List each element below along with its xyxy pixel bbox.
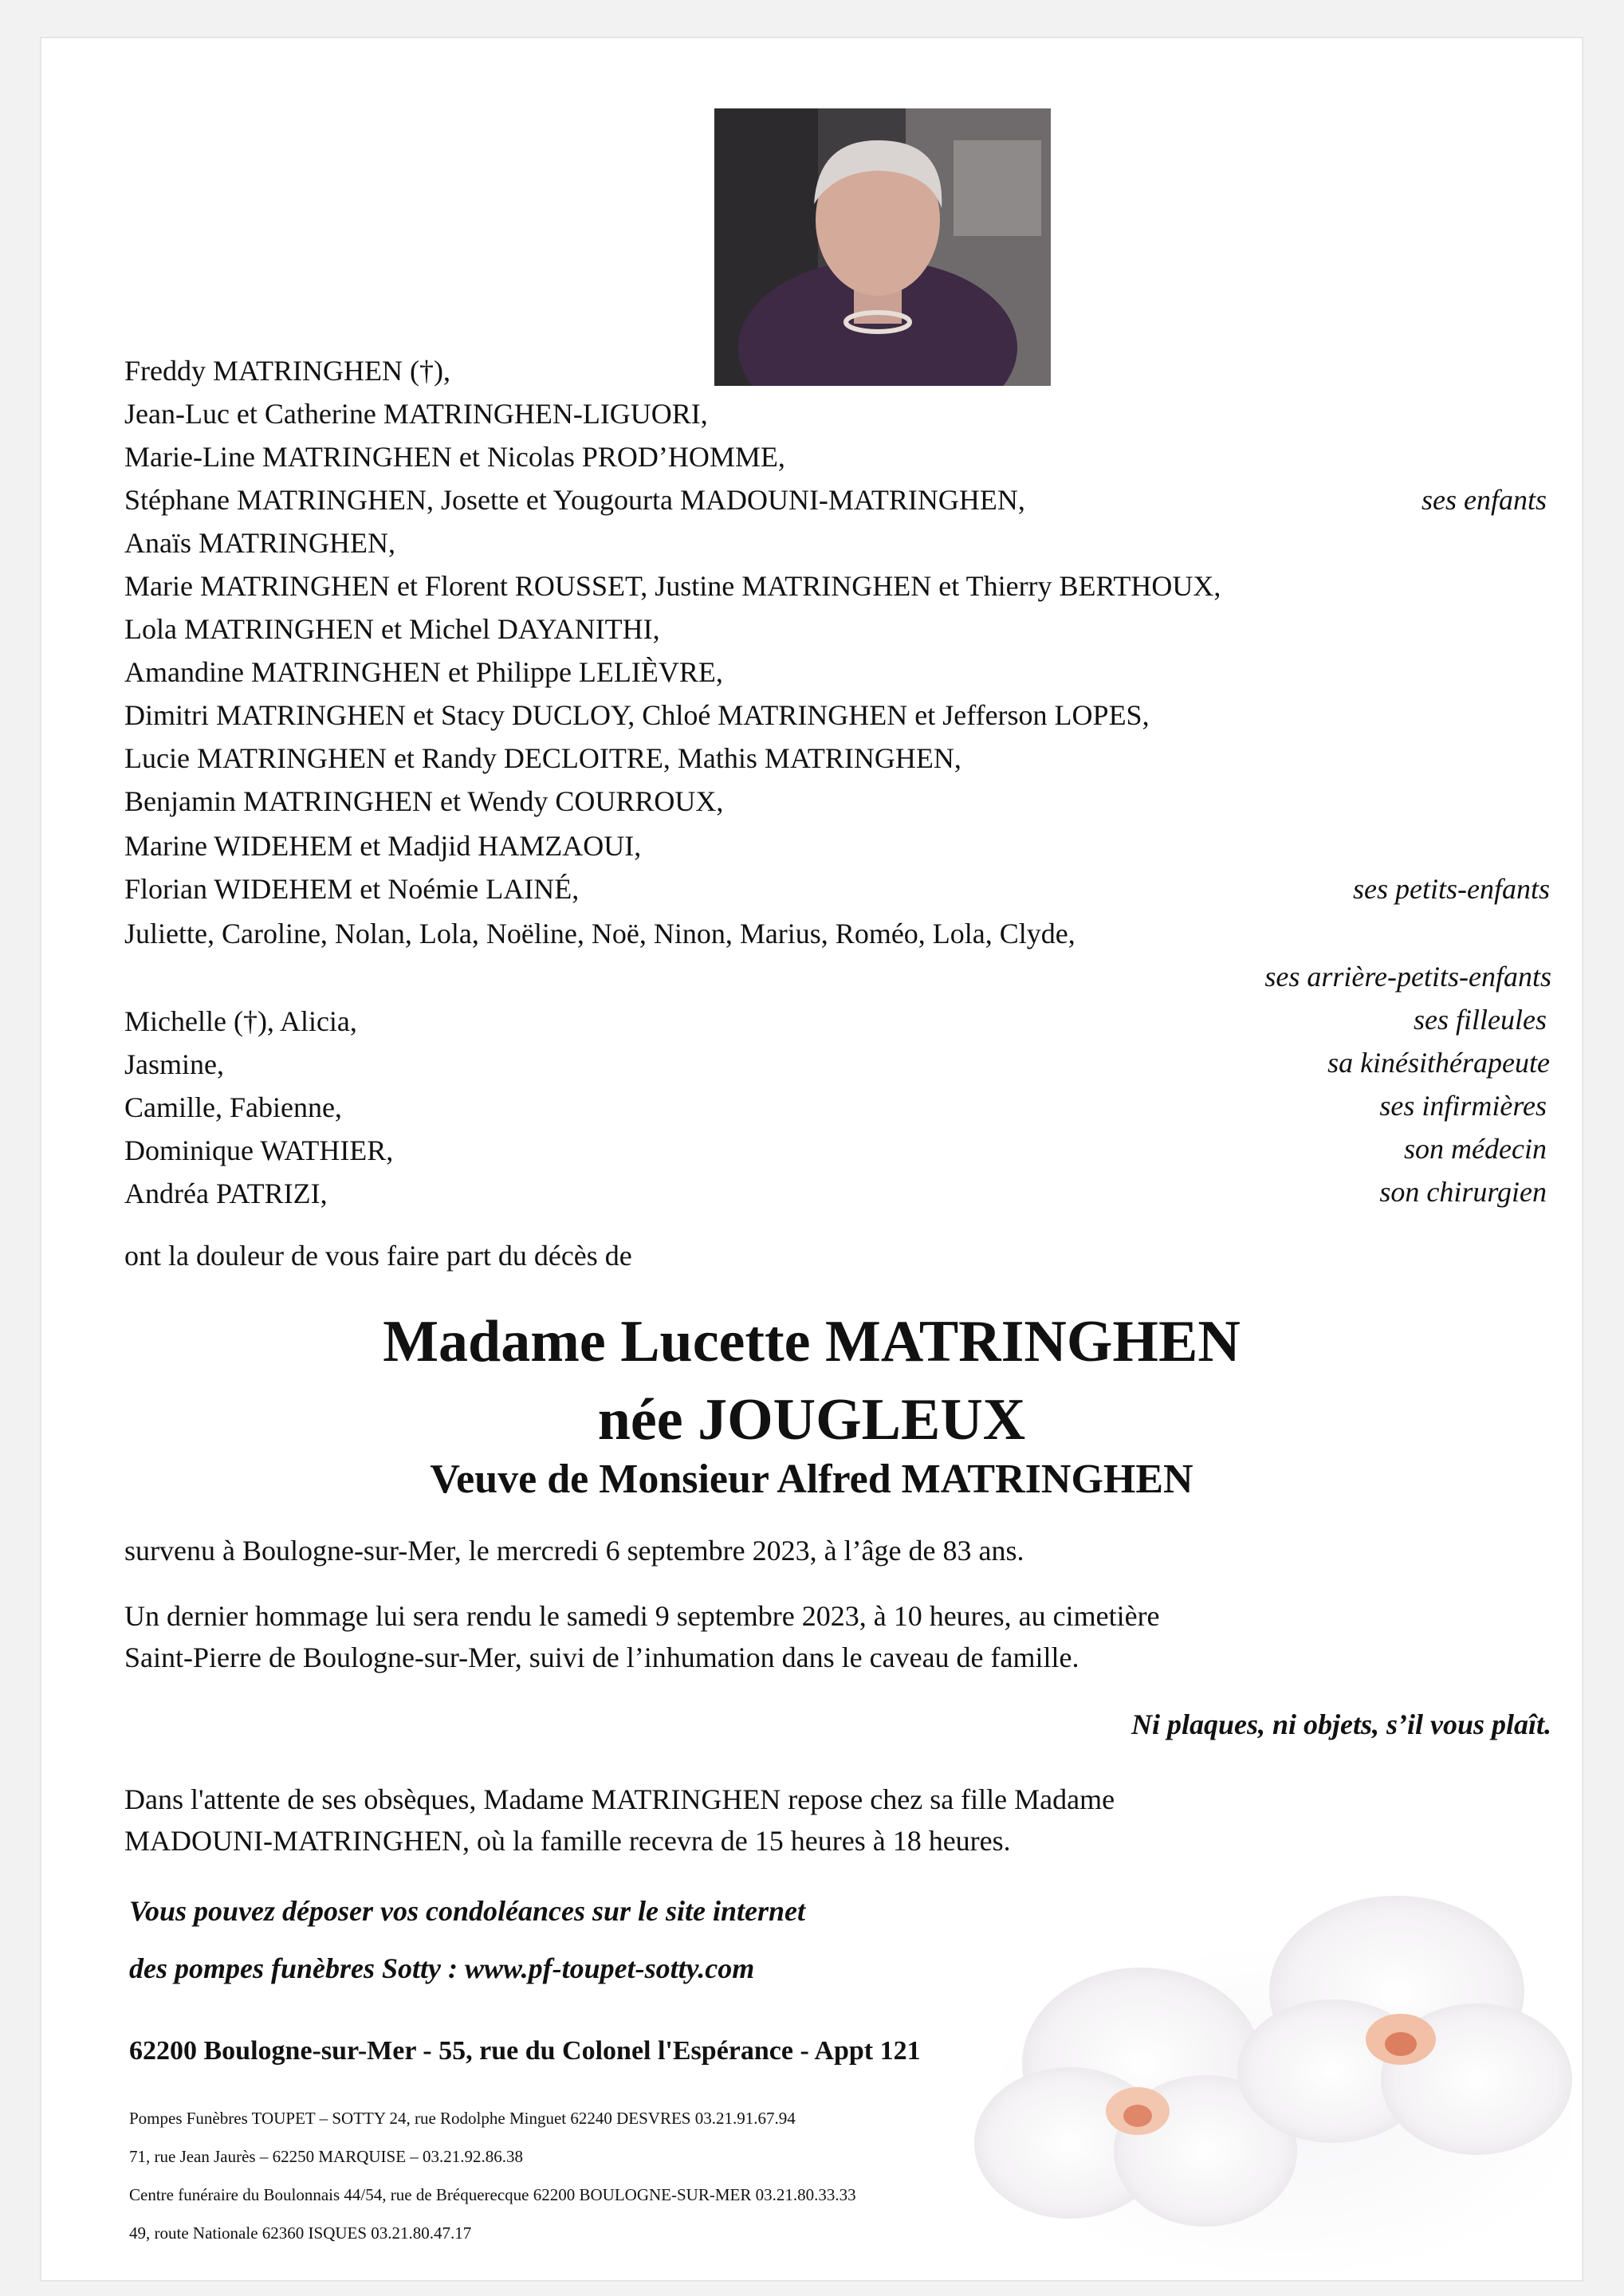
other-role: ses infirmières [1379,1090,1547,1122]
other-role: son chirurgien [1379,1176,1547,1208]
intro-text: ont la douleur de vous faire part du décès de [124,1240,632,1272]
other-role: sa kinésithérapeute [1327,1047,1550,1079]
great-grandchildren-role: ses arrière-petits-enfants [1264,961,1551,993]
orchid-decoration [966,1888,1572,2270]
other-name: Michelle (†), Alicia, [124,1005,357,1037]
other-name: Andréa PATRIZI, [124,1177,328,1209]
grandchild-line: Florian WIDEHEM et Noémie LAINÉ, [124,873,580,905]
other-name: Camille, Fabienne, [124,1091,342,1123]
tribute-text: Un dernier hommage lui sera rendu le samedi 9 septembre 2023, à 10 heures, au cimetière [124,1600,1160,1632]
child-line: Stéphane MATRINGHEN, Josette et Yougourta MADOUNI-MATRINGHEN, [124,484,1025,516]
obituary-page [40,37,1583,2282]
children-role: ses enfants [1421,484,1547,516]
footer-line: 71, rue Jean Jaurès – 62250 MARQUISE – 03.21.92.86.38 [129,2147,524,2166]
condolences-text: des pompes funèbres Sotty : www.pf-toupet-sotty.com [129,1952,755,1984]
rest-text: MADOUNI-MATRINGHEN, où la famille recevra de 15 heures à 18 heures. [124,1825,1011,1857]
grandchild-line: Marie MATRINGHEN et Florent ROUSSET, Justine MATRINGHEN et Thierry BERTHOUX, [124,570,1221,602]
portrait-photo [714,108,1051,386]
grandchild-line: Marine WIDEHEM et Madjid HAMZAOUI, [124,830,642,862]
other-name: Jasmine, [124,1048,224,1080]
great-grandchildren-line: Juliette, Caroline, Nolan, Lola, Noëline, Noë, Ninon, Marius, Roméo, Lola, Clyde, [124,918,1075,949]
rest-text: Dans l'attente de ses obsèques, Madame MATRINGHEN repose chez sa fille Madame [124,1783,1115,1815]
grandchild-line: Lucie MATRINGHEN et Randy DECLOITRE, Mathis MATRINGHEN, [124,742,961,774]
child-line: Jean-Luc et Catherine MATRINGHEN-LIGUORI, [124,398,708,430]
widow-of: Veuve de Monsieur Alfred MATRINGHEN [430,1457,1193,1502]
family-address: 62200 Boulogne-sur-Mer - 55, rue du Colonel l'Espérance - Appt 121 [129,2036,921,2066]
grandchildren-role: ses petits-enfants [1353,873,1550,905]
portrait-image [714,108,1051,386]
other-name: Dominique WATHIER, [124,1134,394,1166]
child-line: Marie-Line MATRINGHEN et Nicolas PROD’HOMME, [124,441,785,473]
deceased-name: Madame Lucette MATRINGHEN [383,1309,1241,1374]
footer-line: 49, route Nationale 62360 ISQUES 03.21.80.47.17 [129,2223,472,2243]
other-role: son médecin [1404,1133,1547,1165]
grandchild-line: Dimitri MATRINGHEN et Stacy DUCLOY, Chloé MATRINGHEN et Jefferson LOPES, [124,699,1150,731]
condolences-text: Vous pouvez déposer vos condoléances sur le site internet [129,1895,806,1927]
footer-line: Pompes Funèbres TOUPET – SOTTY 24, rue Rodolphe Minguet 62240 DESVRES 03.21.91.67.94 [129,2109,796,2128]
grandchild-line: Amandine MATRINGHEN et Philippe LELIÈVRE, [124,656,723,688]
footer-line: Centre funéraire du Boulonnais 44/54, rue de Bréquerecque 62200 BOULOGNE-SUR-MER 03.21.80.33.33 [129,2185,856,2204]
death-notice: survenu à Boulogne-sur-Mer, le mercredi 6 septembre 2023, à l’âge de 83 ans. [124,1535,1024,1567]
grandchild-line: Lola MATRINGHEN et Michel DAYANITHI, [124,613,660,645]
grandchild-line: Anaïs MATRINGHEN, [124,527,395,559]
no-flowers-note: Ni plaques, ni objets, s’il vous plaît. [1131,1708,1551,1740]
grandchild-line: Benjamin MATRINGHEN et Wendy COURROUX, [124,785,724,817]
maiden-name: née JOUGLEUX [597,1387,1026,1453]
child-line: Freddy MATRINGHEN (†), [124,355,450,387]
tribute-text: Saint-Pierre de Boulogne-sur-Mer, suivi de l’inhumation dans le caveau de famille. [124,1641,1079,1673]
other-role: ses filleules [1414,1004,1547,1036]
